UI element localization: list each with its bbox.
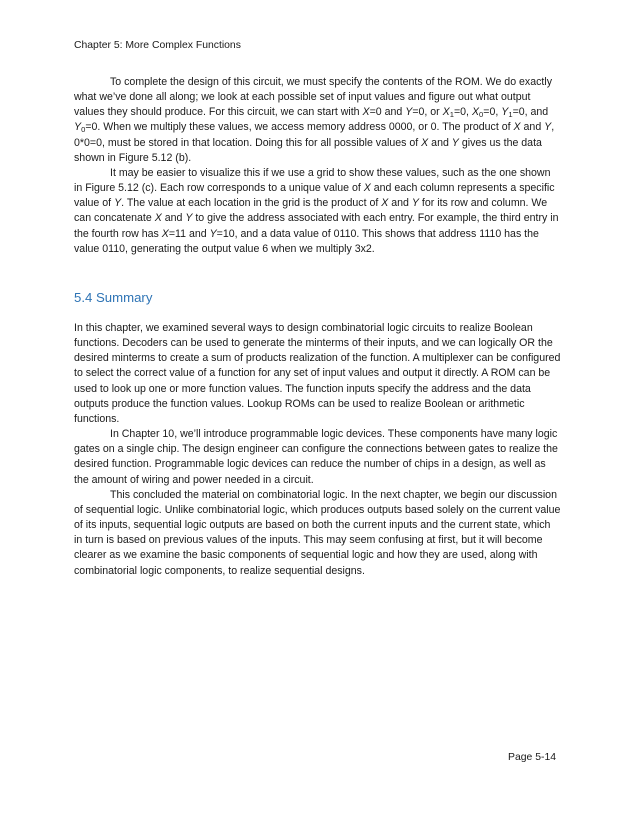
paragraph-sequential-preview: This concluded the material on combinatorial logic. In the next chapter, we begin our discussion of sequential logic. Unlike combinatorial logic, which produces outputs based solely on the current value of its inputs, sequential logic outputs are based on both the current inputs and the current state, which in turn is based on previous values of the inputs. This may seem confusing at first, but it will become clearer as we examine the basic components of sequential logic and how they are used, along with combinatorial logic components, to realize sequential designs. bbox=[74, 488, 561, 577]
paragraph-grid-visualization: It may be easier to visualize this if we use a grid to show these values, such as the one shown in Figure 5.12 (c). Each row corresponds to a unique value of X and each column represents a specific value of Y. The value at each location in the grid is the product of X and Y for its row and column. We can concatenate X and Y to give the address associated with each entry. For example, the third entry in the fourth row has X=11 and Y=10, and a data value of 0110. This shows that address 1110 has the value 0110, generating the output value 6 when we multiply 3x2. bbox=[74, 166, 559, 255]
section-4-3-tail bbox=[74, 75, 561, 257]
page-number: Page 5-14 bbox=[508, 752, 556, 763]
paragraph-programmable-logic: In Chapter 10, we’ll introduce programmable logic devices. These components have many logic gates on a single chip. The design engineer can configure the connections between gates to realize the desired function. Programmable logic devices can reduce the number of chips in a design, as well as the amount of wiring and power needed in a circuit. bbox=[74, 428, 558, 486]
summary-section bbox=[74, 321, 561, 579]
section-heading-summary: 5.4 Summary bbox=[74, 290, 153, 305]
paragraph-summary-intro: In this chapter, we examined several ways to design combinatorial logic circuits to realize Boolean functions. Decoders can be used to generate the minterms of their inputs, and we can logically OR the desired minterms to create a sum of products realization of the function. A multiplexer can be configured to select the correct value of a function for any set of input values and output it directly. A ROM can be used to look up one or more function values. The function inputs specify the address and the data outputs produce the function values. Lookup ROMs can be used to realize Boolean or arithmetic functions. bbox=[74, 322, 561, 425]
paragraph-rom-contents: To complete the design of this circuit, we must specify the contents of the ROM. We do exactly what we’ve done all along; we look at each possible set of input values and figure out what output values they should produce. For this circuit, we can start with X=0 and Y=0, or $X_1=0$, $X_0=0$, $Y_1=0$, and $Y_0=0$. When we multiply these values, we access memory address 0000, or 0. The product of X and Y, 0*0=0, must be stored in that location. Doing this for all possible values of X and Y gives us the data shown in Figure 5.12 (b). bbox=[74, 76, 555, 164]
running-header: Chapter 5: More Complex Functions bbox=[74, 40, 241, 51]
